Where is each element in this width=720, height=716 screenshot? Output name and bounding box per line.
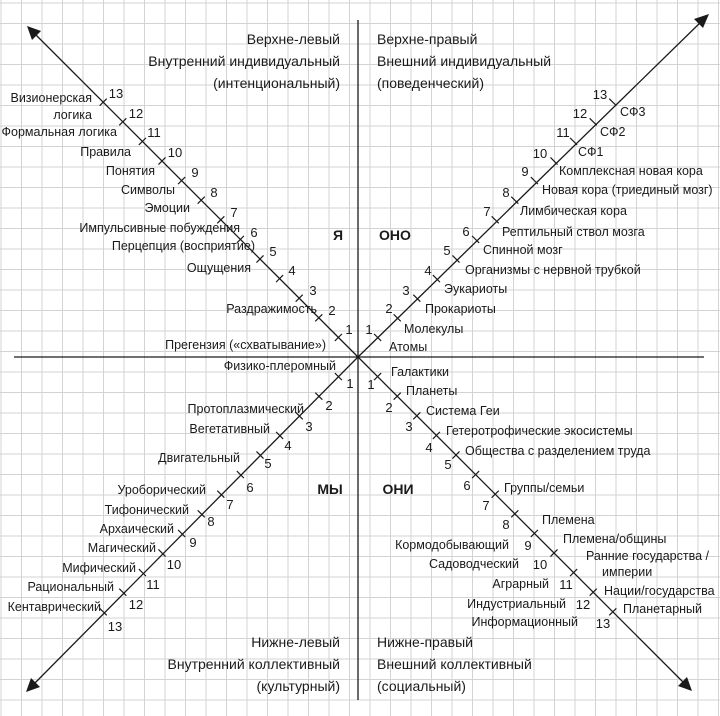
- ur-label-2: Молекулы: [404, 322, 464, 336]
- ll-num-9: 9: [189, 535, 197, 550]
- ul-label-10: Правила: [80, 145, 131, 159]
- ll-num-11: 11: [146, 577, 160, 592]
- ul-label-11: Формальная логика: [1, 125, 117, 139]
- lr-inner-sado: Садоводческий: [429, 557, 519, 571]
- ul-label-5: Перцепция (восприятие): [111, 239, 255, 253]
- ll-label-11: Рациональный: [27, 580, 114, 594]
- lr-label-1: Галактики: [391, 365, 450, 379]
- lr-num-6: 6: [463, 478, 471, 493]
- lr-label-11: Планетарный: [623, 602, 703, 616]
- lr-label-9a: Ранние государства /: [586, 549, 709, 563]
- lr-label-2: Планеты: [406, 384, 458, 398]
- ul-label-12a: Визионерская: [10, 91, 92, 105]
- quadrant-ur-subtitle: Внешний индивидуальный: [377, 53, 552, 69]
- ul-num-13: 13: [108, 86, 124, 101]
- quadrant-ur-title: Верхне-правый: [377, 31, 478, 47]
- lr-inner-kormo: Кормодобывающий: [395, 538, 509, 552]
- diagonal-tick: [511, 197, 518, 204]
- lr-num-8: 8: [502, 517, 510, 532]
- lr-num-13: 13: [595, 616, 611, 631]
- ll-num-1: 1: [346, 376, 354, 391]
- ll-label-2: Протоплазмический: [187, 402, 304, 416]
- lr-label-4: Гетеротрофические экосистемы: [446, 424, 633, 438]
- lr-num-1: 1: [367, 377, 375, 392]
- ll-num-10: 10: [166, 557, 182, 572]
- ul-label-9: Понятия: [105, 164, 155, 178]
- ll-num-13: 13: [107, 619, 123, 634]
- quadrant-lr-type: (социальный): [377, 678, 466, 694]
- diagonal-tick: [609, 99, 616, 106]
- lr-label-9b: империи: [602, 565, 653, 579]
- center-label-oni: ОНИ: [382, 481, 414, 497]
- lr-num-2: 2: [385, 400, 393, 415]
- ll-num-7: 7: [226, 497, 234, 512]
- ur-label-13: СФ3: [620, 105, 646, 119]
- ul-label-7: Эмоции: [144, 201, 190, 215]
- lr-num-10: 10: [532, 557, 548, 572]
- ul-num-10: 10: [167, 145, 183, 160]
- ur-num-12: 12: [572, 106, 588, 121]
- ur-label-12: СФ2: [600, 125, 626, 139]
- ur-num-4: 4: [424, 263, 432, 278]
- ur-num-7: 7: [483, 204, 491, 219]
- ll-label-8: Архаический: [99, 522, 174, 536]
- ul-num-4: 4: [288, 263, 296, 278]
- lr-inner-agra: Аграрный: [492, 577, 549, 591]
- lr-label-6: Группы/семьи: [504, 481, 585, 495]
- diagonal-tick: [198, 510, 205, 517]
- ll-num-6: 6: [246, 480, 254, 495]
- ur-label-11: СФ1: [578, 145, 604, 159]
- lr-num-12: 12: [575, 597, 591, 612]
- lr-inner-indu: Индустриальный: [467, 597, 566, 611]
- ll-num-3: 3: [305, 419, 313, 434]
- ur-label-5: Организмы с нервной трубкой: [465, 263, 641, 277]
- ll-label-12: Кентаврический: [7, 600, 101, 614]
- lr-label-7: Племена: [542, 513, 595, 527]
- lr-num-3: 3: [405, 419, 413, 434]
- quadrant-ll-title: Нижне-левый: [251, 634, 340, 650]
- ul-num-9: 9: [191, 165, 199, 180]
- lr-label-5: Общества с разделением труда: [465, 444, 651, 458]
- ur-label-10: Комплексная новая кора: [559, 164, 703, 178]
- ll-label-7: Тифонический: [104, 503, 189, 517]
- ll-num-2: 2: [325, 398, 333, 413]
- ul-num-11: 11: [147, 125, 161, 140]
- ur-label-6: Спинной мозг: [483, 243, 563, 257]
- ur-num-2: 2: [385, 301, 393, 316]
- quadrant-ul-type: (интенциональный): [213, 75, 340, 91]
- quadrant-lr-subtitle: Внешний коллективный: [377, 656, 532, 672]
- ul-label-2: Раздражимость: [226, 302, 317, 316]
- lr-num-4: 4: [425, 440, 433, 455]
- ul-label-1: Прегензия («схватывание»): [165, 338, 326, 352]
- lr-label-10: Нации/государства: [604, 584, 715, 598]
- ll-label-1: Физико-плеромный: [223, 359, 336, 373]
- ul-num-8: 8: [210, 185, 218, 200]
- ur-label-7: Рептильный ствол мозга: [502, 225, 645, 239]
- lr-num-11: 11: [559, 577, 573, 592]
- ul-label-12b: логика: [53, 108, 92, 122]
- ur-num-13: 13: [592, 87, 608, 102]
- ll-num-8: 8: [207, 514, 215, 529]
- ul-num-7: 7: [230, 205, 238, 220]
- ul-num-1: 1: [345, 322, 353, 337]
- ur-num-5: 5: [443, 243, 451, 258]
- ur-label-3: Прокариоты: [425, 302, 496, 316]
- quadrant-ur-type: (поведенческий): [377, 75, 484, 91]
- ul-label-4: Ощущения: [186, 261, 251, 275]
- lr-label-8: Племена/общины: [563, 532, 667, 546]
- ur-num-1: 1: [365, 322, 373, 337]
- quadrant-ll-subtitle: Внутренний коллективный: [167, 656, 340, 672]
- ul-num-12: 12: [128, 106, 144, 121]
- diagonal-tick: [570, 138, 577, 145]
- ll-label-9: Магический: [87, 541, 156, 555]
- quadrant-ll-type: (культурный): [256, 678, 340, 694]
- ll-label-3: Вегетативный: [189, 422, 270, 436]
- ll-num-5: 5: [264, 456, 272, 471]
- ur-label-1: Атомы: [389, 340, 428, 354]
- ur-num-6: 6: [462, 224, 470, 239]
- lr-num-5: 5: [444, 457, 452, 472]
- ll-num-4: 4: [284, 438, 292, 453]
- diagonal-tick: [217, 491, 224, 498]
- ur-num-9: 9: [521, 164, 529, 179]
- center-label-ono: ОНО: [379, 227, 411, 243]
- lr-label-3: Система Геи: [426, 404, 500, 418]
- ur-label-9: Новая кора (триединый мозг): [542, 183, 713, 197]
- ur-num-3: 3: [402, 283, 410, 298]
- ll-label-4: Двигательный: [158, 451, 240, 465]
- ul-num-6: 6: [250, 225, 258, 240]
- quadrant-ul-title: Верхне-левый: [246, 31, 340, 47]
- ur-num-8: 8: [502, 185, 510, 200]
- ll-num-12: 12: [128, 597, 144, 612]
- ul-num-5: 5: [269, 244, 277, 259]
- ur-num-11: 11: [556, 125, 570, 140]
- center-label-ya: Я: [332, 227, 344, 243]
- ul-label-8: Символы: [120, 183, 175, 197]
- lr-inner-info: Информационный: [471, 615, 578, 629]
- ll-label-6: Уроборический: [117, 483, 206, 497]
- ul-num-3: 3: [309, 283, 317, 298]
- center-label-my: МЫ: [317, 481, 343, 497]
- ul-num-2: 2: [328, 303, 336, 318]
- ur-label-8: Лимбическая кора: [520, 204, 627, 218]
- ll-label-10: Мифический: [62, 561, 136, 575]
- lr-num-7: 7: [482, 498, 490, 513]
- ul-label-6: Импульсивные побуждения: [79, 221, 240, 235]
- quadrant-ul-subtitle: Внутренний индивидуальный: [148, 53, 340, 69]
- lr-num-9: 9: [524, 538, 532, 553]
- ur-label-4: Эукариоты: [444, 282, 508, 296]
- ur-num-10: 10: [532, 146, 548, 161]
- quadrant-lr-title: Нижне-правый: [377, 634, 473, 650]
- diagonal-tick: [413, 295, 420, 302]
